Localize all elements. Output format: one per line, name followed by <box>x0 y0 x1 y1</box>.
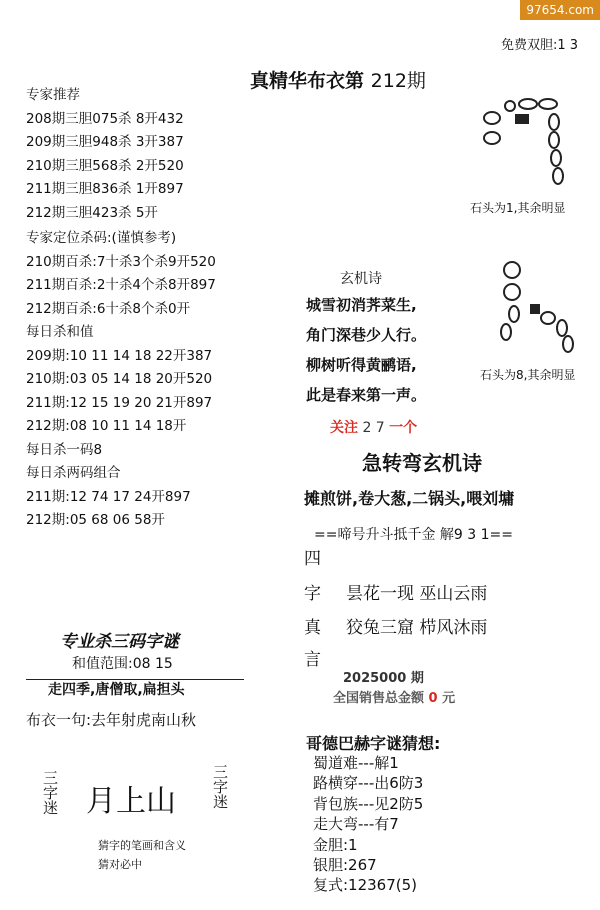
riddle-answer: 月上山 <box>86 784 176 819</box>
stone-caption-1: 石头为1,其余明显 <box>470 201 566 215</box>
four-char-4: 言 <box>304 650 321 670</box>
poem-line: 此是春来第一声。 <box>306 386 427 404</box>
sales-unit: 元 <box>442 691 456 706</box>
list-item: 银胆:267 <box>313 856 377 875</box>
coin-chain-illustration-2 <box>484 258 584 358</box>
list-item: 210期:03 05 14 18 20开520 <box>26 371 213 387</box>
sales-total <box>333 687 455 706</box>
daily-sum-header: 每日杀和值 <box>26 324 94 340</box>
site-watermark: 97654.com <box>520 0 600 20</box>
title-issue: 212期 <box>370 70 426 92</box>
guess-note: 猜对必中 <box>98 858 142 871</box>
poem-line: 柳树听得黄鹂语, <box>306 356 417 374</box>
poem-block <box>306 290 426 410</box>
list-item: 211期:12 15 19 20 21开897 <box>26 394 213 411</box>
riddle-line: 摊煎饼,卷大葱,二锅头,喂刘墉 <box>304 489 515 508</box>
list-item: 212期:08 10 11 14 18开 <box>26 418 187 434</box>
stone-caption-2: 石头为8,其余明显 <box>480 368 576 382</box>
side-label-right: 三字迷 <box>211 764 229 809</box>
list-item: 209期:10 11 14 18 22开387 <box>26 347 213 364</box>
riddle-title: 急转弯玄机诗 <box>362 451 482 475</box>
list-item: 209期三胆948杀 3开387 <box>26 134 184 150</box>
list-item: 蜀道难---解1 <box>313 754 399 772</box>
daily-two-header: 每日杀两码组合 <box>26 465 121 481</box>
poem-line: 城雪初消荠菜生, <box>306 296 417 314</box>
focus-suffix: 一个 <box>389 420 418 436</box>
sum-range: 和值范围:08 15 <box>72 656 173 672</box>
sales-label: 全国销售总金额 <box>333 691 425 706</box>
page-title <box>250 66 426 93</box>
guess-hint: 猜字的笔画和含义 <box>98 839 186 852</box>
list-item: 210期百杀:7十杀3个杀9开520 <box>26 253 216 270</box>
list-item: 211期:12 74 17 24开897 <box>26 488 191 505</box>
side-label-left: 三字迷 <box>41 770 59 815</box>
list-item: 复式:12367(5) <box>313 876 418 895</box>
position-kill-block <box>26 227 216 533</box>
list-item: 211期百杀:2十杀4个杀8开897 <box>26 277 216 293</box>
list-item: 212期百杀:6十杀8个杀0开 <box>26 300 191 317</box>
sales-issue: 2025000 期 <box>343 671 424 686</box>
list-item: 208期三胆075杀 8开432 <box>26 110 184 127</box>
sales-zero: 0 <box>428 691 438 706</box>
pro-title: 专业杀三码字谜 <box>60 632 179 652</box>
four-char-1: 四 <box>304 549 321 569</box>
list-item: 211期三胆836杀 1开897 <box>26 181 184 197</box>
free-pair-text: 免费双胆:1 3 <box>500 38 578 53</box>
four-char-3: 真 <box>304 618 321 638</box>
list-item: 212期三胆423杀 5开 <box>26 204 158 221</box>
sum-hint: 走四季,唐僧取,扁担头 <box>48 682 185 698</box>
focus-number: 2 7 <box>362 420 385 436</box>
list-item: 212期:05 68 06 58开 <box>26 512 165 528</box>
expert-header: 专家推荐 <box>26 87 80 103</box>
poem-heading: 玄机诗 <box>340 271 382 287</box>
expert-block <box>26 84 184 225</box>
list-item: 210期三胆568杀 2开520 <box>26 157 184 174</box>
list-item: 金胆:1 <box>313 835 358 854</box>
riddle-equation: ==啼号升斗抵千金 解9 3 1== <box>314 527 513 543</box>
four-char-2: 字 <box>304 584 321 604</box>
four-row-1: 昙花一现 巫山云雨 <box>346 584 488 604</box>
daily-one-text: 每日杀一码8 <box>26 441 103 458</box>
list-item: 走大弯---有7 <box>313 815 399 834</box>
title-prefix: 真精华布衣第 <box>250 70 365 92</box>
four-row-2: 狡兔三窟 栉风沐雨 <box>346 618 488 638</box>
focus-label: 关注 <box>330 420 358 436</box>
poem-line: 角门深巷少人行。 <box>306 326 427 344</box>
goethe-title: 哥德巴赫字谜猜想: <box>306 734 441 753</box>
focus-line <box>330 417 417 437</box>
list-item: 路横穿---出6防3 <box>313 774 424 793</box>
list-item: 背包族---见2防5 <box>313 794 424 813</box>
position-kill-header: 专家定位杀码:(谨慎参考) <box>26 230 177 246</box>
coin-chain-illustration-1 <box>470 96 590 196</box>
goethe-block <box>313 753 423 896</box>
buyi-sentence: 布衣一句:去年射虎南山秋 <box>26 711 197 729</box>
